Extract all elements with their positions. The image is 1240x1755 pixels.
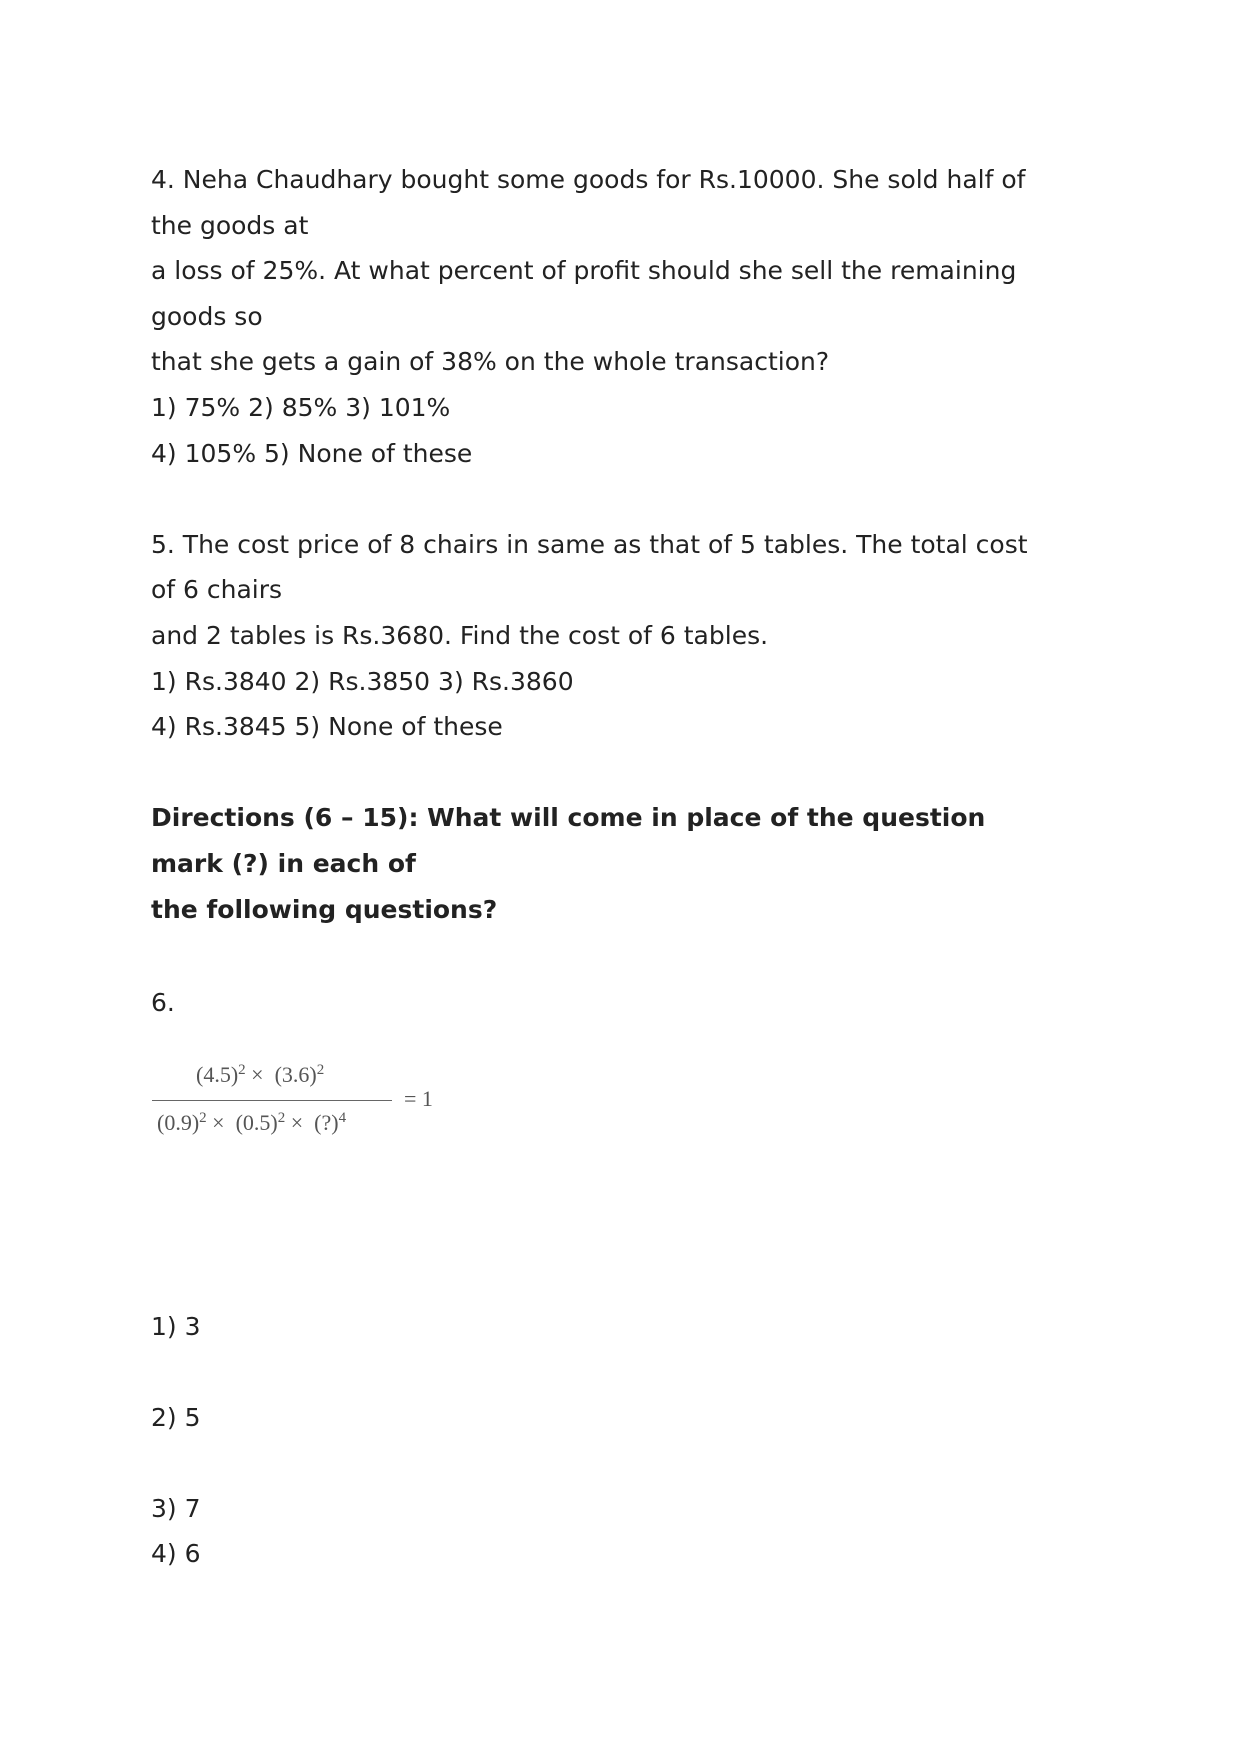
directions-line: mark (?) in each of [151, 848, 416, 878]
denominator-term: (0.9) [157, 1110, 200, 1135]
question-4-line: goods so [151, 301, 263, 331]
question-6-option: 2) 5 [151, 1403, 201, 1432]
numerator-term: (4.5) [196, 1062, 239, 1087]
exponent: 4 [338, 1110, 347, 1126]
question-5-line: and 2 tables is Rs.3680. Find the cost of 6 tables. [151, 620, 769, 650]
exponent: 2 [238, 1062, 246, 1078]
question-6-option: 3) 7 [151, 1494, 201, 1523]
fraction-numerator [196, 1062, 324, 1088]
exponent: 2 [199, 1110, 207, 1126]
directions-heading [151, 795, 1091, 932]
denominator-term: (?) [314, 1110, 339, 1135]
question-4 [151, 157, 1091, 476]
question-6-formula [152, 1062, 452, 1142]
fraction-denominator [157, 1110, 346, 1136]
question-4-line: the goods at [151, 210, 309, 240]
exponent: 2 [316, 1062, 325, 1078]
directions-line: the following questions? [151, 894, 498, 924]
numerator-term: (3.6) [274, 1062, 317, 1087]
times-sign: × [290, 1110, 304, 1135]
question-6-number: 6. [151, 988, 175, 1017]
directions-line: Directions (6 – 15): What will come in place of the question [151, 803, 986, 833]
spacer [151, 476, 1091, 522]
question-5 [151, 522, 1091, 750]
question-4-options: 4) 105% 5) None of these [151, 438, 473, 468]
question-6-option: 4) 6 [151, 1539, 201, 1568]
question-5-line: 5. The cost price of 8 chairs in same as that of 5 tables. The total cost [151, 529, 1028, 559]
question-5-line: of 6 chairs [151, 575, 283, 605]
times-sign: × [212, 1110, 225, 1135]
document-page [151, 157, 1091, 932]
times-sign: × [251, 1062, 264, 1087]
denominator-term: (0.5) [235, 1110, 278, 1135]
question-4-options: 1) 75% 2) 85% 3) 101% [151, 392, 451, 422]
question-5-options: 4) Rs.3845 5) None of these [151, 712, 503, 742]
question-6-option: 1) 3 [151, 1312, 201, 1341]
spacer [151, 750, 1091, 796]
fraction-bar [152, 1100, 392, 1101]
question-4-line: 4. Neha Chaudhary bought some goods for Rs.10000. She sold half of [151, 165, 1026, 194]
question-4-line: that she gets a gain of 38% on the whole transaction? [151, 347, 830, 377]
question-4-line: a loss of 25%. At what percent of profit should she sell the remaining [151, 256, 1017, 286]
exponent: 2 [277, 1110, 286, 1126]
question-5-options: 1) Rs.3840 2) Rs.3850 3) Rs.3860 [151, 666, 574, 696]
equation-rhs: = 1 [404, 1086, 433, 1111]
